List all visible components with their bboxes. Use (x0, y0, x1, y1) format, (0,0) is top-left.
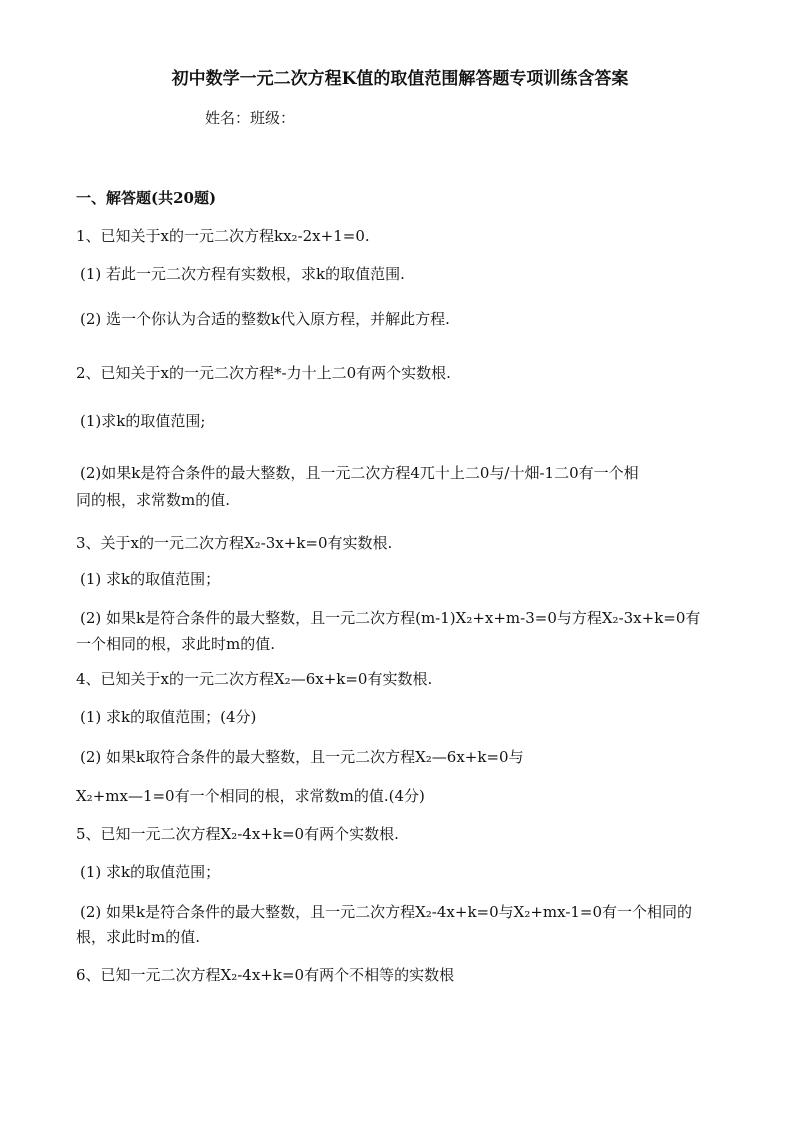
question-2-part-2: (2)如果k是符合条件的最大整数，且一元二次方程4兀十上二0与/十畑-1二0有一个相 (80, 464, 639, 482)
question-6: 6、已知一元二次方程X₂-4x+k=0有两个不相等的实数根 (76, 966, 455, 984)
question-1: 1、已知关于x的一元二次方程kx₂-2x+1=0. (76, 227, 370, 245)
question-5: 5、已知一元二次方程X₂-4x+k=0有两个实数根. (76, 825, 399, 843)
question-2: 2、已知关于x的一元二次方程*-力十上二0有两个实数根. (76, 364, 451, 382)
question-3-part-1: (1) 求k的取值范围； (80, 570, 221, 588)
question-4-part-1: (1) 求k的取值范围；(4分) (80, 708, 257, 726)
question-3: 3、关于x的一元二次方程X₂-3x+k=0有实数根. (76, 534, 393, 552)
document-title: 初中数学一元二次方程K值的取值范围解答题专项训练含答案 (171, 69, 629, 89)
question-1-part-2: (2) 选一个你认为合适的整数k代入原方程，并解此方程. (80, 310, 450, 328)
question-5-part-1: (1) 求k的取值范围； (80, 863, 221, 881)
question-3-part-2-cont: 一个相同的根，求此时m的值. (76, 635, 275, 653)
question-1-part-1: (1) 若此一元二次方程有实数根，求k的取值范围. (80, 265, 405, 283)
section-heading: 一、解答题(共20题) (76, 189, 217, 207)
question-4: 4、已知关于x的一元二次方程X₂—6x+k=0有实数根. (76, 670, 433, 688)
question-4-part-2-cont: X₂+mx—1=0有一个相同的根，求常数m的值.(4分) (76, 787, 425, 805)
question-2-part-2-cont: 同的根，求常数m的值. (76, 491, 230, 509)
question-3-part-2: (2) 如果k是符合条件的最大整数，且一元二次方程(m-1)X₂+x+m-3=0与方程X₂-3x+k=0有 (80, 609, 701, 627)
name-class-line: 姓名：班级： (205, 109, 296, 127)
question-4-part-2: (2) 如果k取符合条件的最大整数，且一元二次方程X₂—6x+k=0与 (80, 748, 524, 766)
question-2-part-1: (1)求k的取值范围; (80, 412, 206, 430)
question-5-part-2: (2) 如果k是符合条件的最大整数，且一元二次方程X₂-4x+k=0与X₂+mx-1=0有一个相同的 (80, 903, 693, 921)
question-5-part-2-cont: 根，求此时m的值. (76, 928, 200, 946)
